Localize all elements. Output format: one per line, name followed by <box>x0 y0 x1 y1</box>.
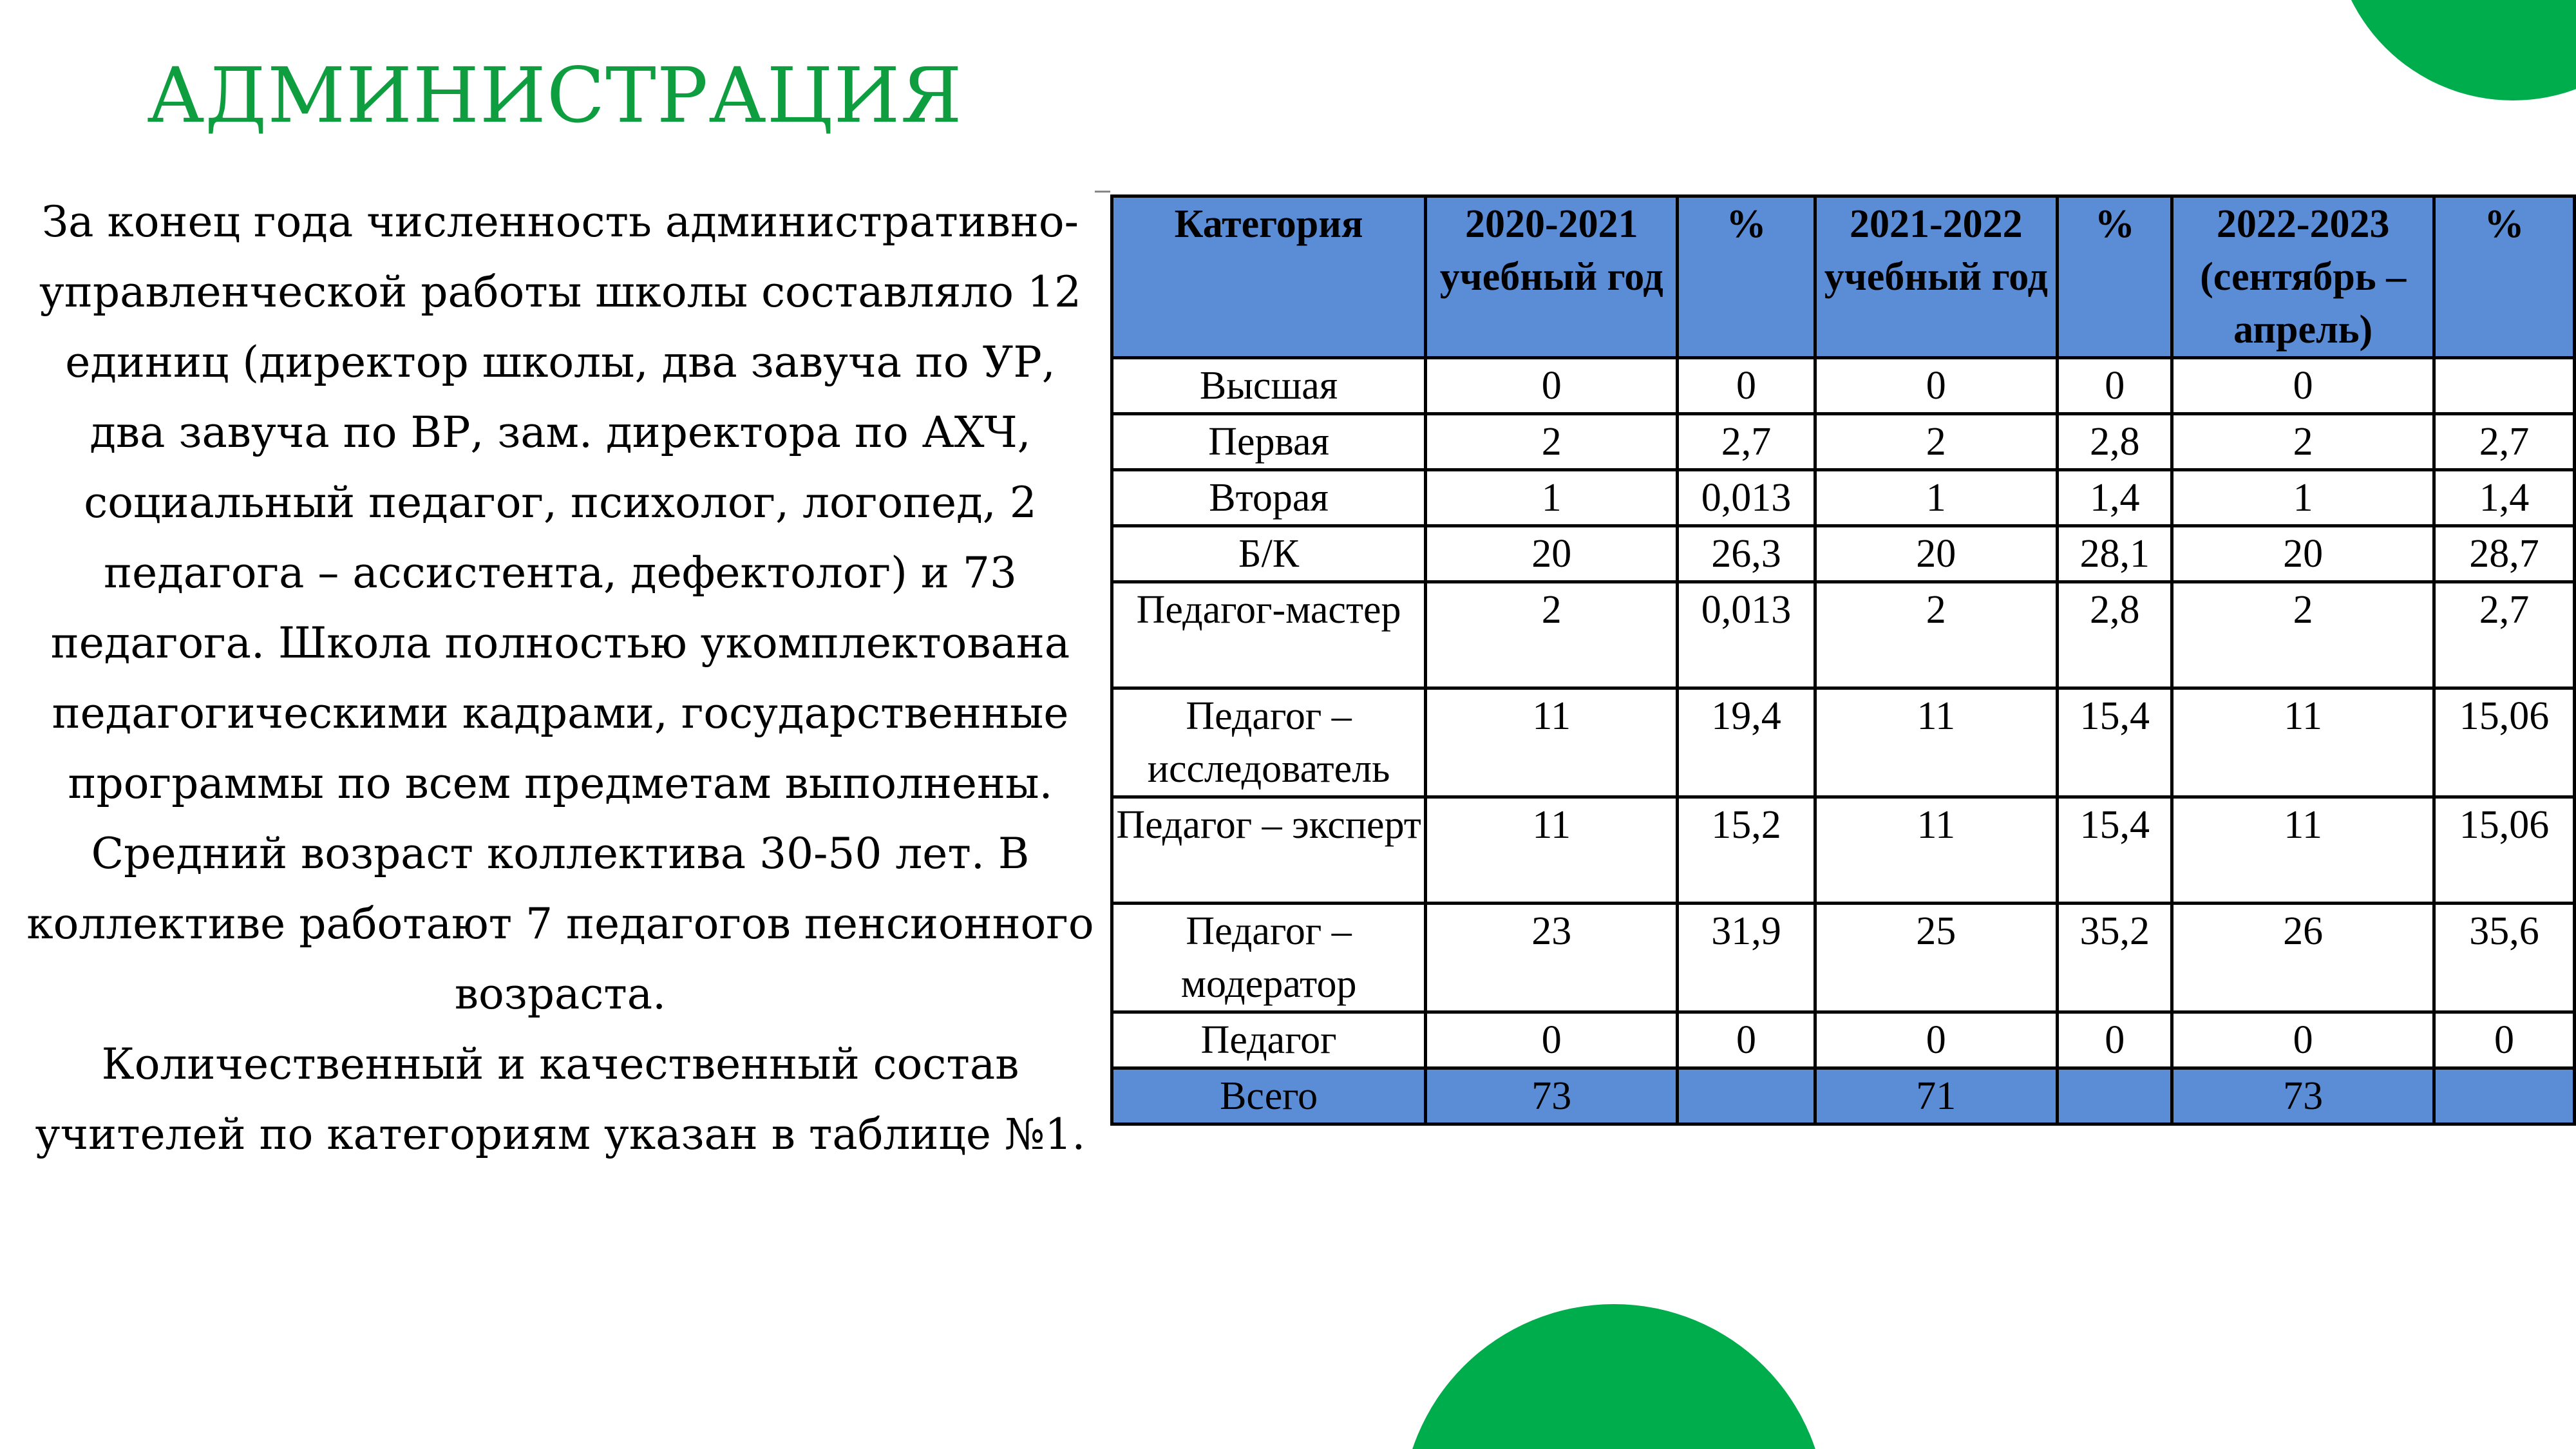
header-cell: 2021-2022 учебный год <box>1815 196 2058 358</box>
table-row <box>1112 470 2575 526</box>
table-cell: 15,06 <box>2434 688 2574 797</box>
table-cell: 25 <box>1815 904 2058 1012</box>
table-cell: 2,8 <box>2058 414 2172 470</box>
table-cell: Б/К <box>1112 526 1426 582</box>
table-header-row <box>1112 196 2575 358</box>
table-cell: 15,2 <box>1678 797 1815 904</box>
table-cell: 0,013 <box>1678 582 1815 688</box>
paragraph-staff-summary: За конец года численность административно-управленческой работы школы составляло 12 единиц (директор школы, два завуча по УР, два завуча по ВР, зам. директора по АХЧ, социальный педагог, психолог, логопед, 2 педагога – ассистента, дефектолог) и 73 педагога. Школа полностью укомплектована педагогическими кадрами, государственные программы по всем предметам выполнены. Средний возраст коллектива 30-50 лет. В коллективе работают 7 педагогов пенсионного возраста. <box>26 197 1094 1019</box>
table-cell <box>1678 1068 1815 1124</box>
table-cell: 0,013 <box>1678 470 1815 526</box>
table-cell: 19,4 <box>1678 688 1815 797</box>
table-cell: 2,7 <box>2434 414 2574 470</box>
table-cell: 2 <box>1815 414 2058 470</box>
table-cell: 2 <box>2172 582 2434 688</box>
page-title: АДМИНИСТРАЦИЯ <box>147 51 963 140</box>
decorative-circle-bottom <box>1401 1304 1826 1449</box>
decorative-circle-top-right <box>2333 0 2576 100</box>
table-cell: 28,1 <box>2058 526 2172 582</box>
table-cell: Педагог-мастер <box>1112 582 1426 688</box>
table-row <box>1112 582 2575 688</box>
header-cell: % <box>2058 196 2172 358</box>
table-corner-mark <box>1095 191 1110 193</box>
table-cell: Педагог – эксперт <box>1112 797 1426 904</box>
table-row <box>1112 358 2575 414</box>
table-cell: 20 <box>2172 526 2434 582</box>
table-cell: 2 <box>1426 414 1678 470</box>
table-cell: 11 <box>1815 688 2058 797</box>
table-cell: 2,8 <box>2058 582 2172 688</box>
table-cell: 11 <box>2172 797 2434 904</box>
table-cell: 1,4 <box>2434 470 2574 526</box>
table-cell: 0 <box>1815 358 2058 414</box>
staff-category-table <box>1110 194 2576 1126</box>
header-cell: Категория <box>1112 196 1426 358</box>
header-cell: % <box>1678 196 1815 358</box>
table-cell: 2 <box>1815 582 2058 688</box>
table-cell: 2 <box>1426 582 1678 688</box>
table-row <box>1112 904 2575 1012</box>
table-cell: 1 <box>1815 470 2058 526</box>
table-cell: 35,2 <box>2058 904 2172 1012</box>
table-total-row <box>1112 1068 2575 1124</box>
table-cell: 28,7 <box>2434 526 2574 582</box>
table-cell: 73 <box>1426 1068 1678 1124</box>
table-cell: 15,4 <box>2058 797 2172 904</box>
table-cell: 1 <box>2172 470 2434 526</box>
table-cell: 2,7 <box>2434 582 2574 688</box>
table-cell: 20 <box>1426 526 1678 582</box>
table-cell: 0 <box>1678 358 1815 414</box>
table-cell <box>2058 1068 2172 1124</box>
table-cell: Педагог – исследователь <box>1112 688 1426 797</box>
table-cell: Всего <box>1112 1068 1426 1124</box>
table-cell: 0 <box>2058 358 2172 414</box>
table-cell: 0 <box>1815 1012 2058 1068</box>
table-cell: 73 <box>2172 1068 2434 1124</box>
table-cell: 15,06 <box>2434 797 2574 904</box>
table-cell: Вторая <box>1112 470 1426 526</box>
table-cell: 0 <box>1426 358 1678 414</box>
table-cell: 0 <box>1426 1012 1678 1068</box>
table-cell: 35,6 <box>2434 904 2574 1012</box>
table-cell: 15,4 <box>2058 688 2172 797</box>
table-cell: 2,7 <box>1678 414 1815 470</box>
table-cell: Первая <box>1112 414 1426 470</box>
table-cell: 1,4 <box>2058 470 2172 526</box>
header-cell: 2020-2021 учебный год <box>1426 196 1678 358</box>
table-row <box>1112 414 2575 470</box>
table-cell: 11 <box>1426 797 1678 904</box>
table-cell: 20 <box>1815 526 2058 582</box>
header-cell: 2022-2023 (сентябрь – апрель) <box>2172 196 2434 358</box>
table-cell: 23 <box>1426 904 1678 1012</box>
table-cell: 31,9 <box>1678 904 1815 1012</box>
table-cell: 71 <box>1815 1068 2058 1124</box>
table-cell: 26 <box>2172 904 2434 1012</box>
table-cell: 1 <box>1426 470 1678 526</box>
header-cell: % <box>2434 196 2574 358</box>
table-cell: 0 <box>2434 1012 2574 1068</box>
table-cell: 0 <box>2172 1012 2434 1068</box>
table-cell: 26,3 <box>1678 526 1815 582</box>
body-text <box>26 187 1095 1170</box>
table-cell: Педагог <box>1112 1012 1426 1068</box>
table-cell: Высшая <box>1112 358 1426 414</box>
table-row <box>1112 797 2575 904</box>
table-row <box>1112 688 2575 797</box>
table-row <box>1112 526 2575 582</box>
table-cell: 11 <box>1815 797 2058 904</box>
table-cell: 0 <box>2058 1012 2172 1068</box>
table-cell <box>2434 358 2574 414</box>
table-cell: 11 <box>2172 688 2434 797</box>
table-row <box>1112 1012 2575 1068</box>
table-cell: 0 <box>2172 358 2434 414</box>
table-cell: 2 <box>2172 414 2434 470</box>
table-cell: 11 <box>1426 688 1678 797</box>
table-cell: Педагог – модератор <box>1112 904 1426 1012</box>
table-cell: 0 <box>1678 1012 1815 1068</box>
paragraph-table-reference: Количественный и качественный состав учителей по категориям указан в таблице №1. <box>35 1039 1086 1159</box>
table-cell <box>2434 1068 2574 1124</box>
